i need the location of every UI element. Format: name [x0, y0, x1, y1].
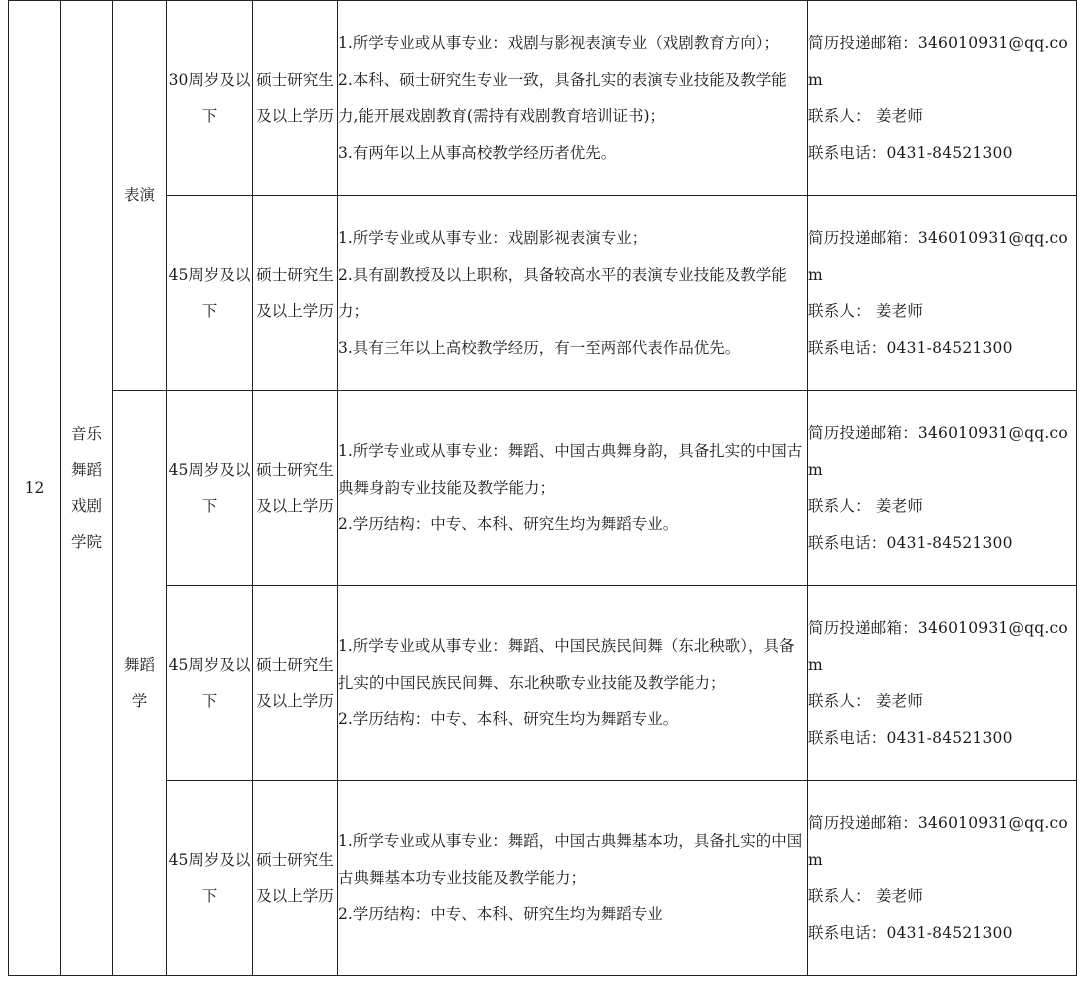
contact-email: 简历投递邮箱：346010931@qq.com — [808, 229, 1068, 284]
contact-phone: 联系电话：0431-84521300 — [808, 728, 1013, 747]
education-cell — [253, 391, 338, 586]
requirement-item: 1.所学专业或从事专业：舞蹈、中国民族民间舞（东北秧歌），具备扎实的中国民族民间舞、东北秧歌专业技能及教学能力； — [338, 637, 795, 692]
recruitment-table — [8, 0, 1077, 976]
contact-phone: 联系电话：0431-84521300 — [808, 533, 1013, 552]
contact-email: 简历投递邮箱：346010931@qq.com — [808, 814, 1068, 869]
age-cell — [167, 391, 253, 586]
table-row — [9, 781, 1077, 976]
contact-person: 联系人： 姜老师 — [808, 302, 924, 320]
contact-email: 简历投递邮箱：346010931@qq.com — [808, 619, 1068, 674]
major-cell-acting — [113, 1, 167, 391]
table-row — [9, 586, 1077, 781]
requirement-item: 3.具有三年以上高校教学经历，有一至两部代表作品优先。 — [338, 338, 741, 357]
age-cell — [167, 196, 253, 391]
education-cell — [253, 1, 338, 196]
row-index: 12 — [24, 478, 45, 497]
education-requirement: 硕士研究生及以上学历 — [256, 265, 334, 320]
age-cell — [167, 1, 253, 196]
major-name: 表演 — [123, 186, 155, 205]
major-name: 舞蹈学 — [123, 655, 155, 710]
contact-person: 联系人： 姜老师 — [808, 887, 924, 905]
contact-person: 联系人： 姜老师 — [808, 107, 924, 125]
contact-cell — [808, 391, 1077, 586]
index-cell — [9, 1, 61, 976]
age-requirement: 45周岁及以下 — [168, 265, 251, 320]
contact-email: 简历投递邮箱：346010931@qq.com — [808, 34, 1068, 89]
contact-phone: 联系电话：0431-84521300 — [808, 143, 1013, 162]
table-row — [9, 391, 1077, 586]
education-requirement: 硕士研究生及以上学历 — [256, 70, 334, 125]
education-cell — [253, 586, 338, 781]
education-cell — [253, 196, 338, 391]
table-row — [9, 196, 1077, 391]
contact-cell — [808, 196, 1077, 391]
requirement-item: 1.所学专业或从事专业：戏剧与影视表演专业（戏剧教育方向）； — [338, 34, 780, 52]
contact-cell — [808, 586, 1077, 781]
requirement-item: 2.学历结构：中专、本科、研究生均为舞蹈专业 — [338, 905, 663, 924]
requirements-cell — [338, 586, 808, 781]
requirement-item: 3.有两年以上从事高校教学经历者优先。 — [338, 143, 617, 162]
age-requirement: 30周岁及以下 — [168, 70, 251, 125]
requirement-item: 1.所学专业或从事专业：戏剧影视表演专业； — [338, 229, 648, 247]
age-requirement: 45周岁及以下 — [168, 460, 251, 515]
contact-phone: 联系电话：0431-84521300 — [808, 338, 1013, 357]
education-requirement: 硕士研究生及以上学历 — [256, 460, 334, 515]
requirements-cell — [338, 196, 808, 391]
requirements-cell — [338, 781, 808, 976]
education-requirement: 硕士研究生及以上学历 — [256, 655, 334, 710]
contact-email: 简历投递邮箱：346010931@qq.com — [808, 424, 1068, 479]
requirements-cell — [338, 391, 808, 586]
college-name: 音乐舞蹈戏剧学院 — [70, 424, 102, 551]
major-cell-dance — [113, 391, 167, 976]
education-cell — [253, 781, 338, 976]
table-row — [9, 1, 1077, 196]
contact-cell — [808, 781, 1077, 976]
contact-person: 联系人： 姜老师 — [808, 497, 924, 515]
contact-person: 联系人： 姜老师 — [808, 692, 924, 710]
age-requirement: 45周岁及以下 — [168, 655, 251, 710]
education-requirement: 硕士研究生及以上学历 — [256, 850, 334, 905]
requirement-item: 2.具有副教授及以上职称，具备较高水平的表演专业技能及教学能力； — [338, 265, 787, 320]
contact-phone: 联系电话：0431-84521300 — [808, 923, 1013, 942]
requirement-item: 1.所学专业或从事专业：舞蹈、中国古典舞身韵，具备扎实的中国古典舞身韵专业技能及教学能力； — [338, 442, 803, 497]
age-cell — [167, 586, 253, 781]
contact-cell — [808, 1, 1077, 196]
requirement-item: 2.学历结构：中专、本科、研究生均为舞蹈专业。 — [338, 710, 679, 729]
requirement-item: 2.学历结构：中专、本科、研究生均为舞蹈专业。 — [338, 515, 679, 534]
requirement-item: 1.所学专业或从事专业：舞蹈，中国古典舞基本功，具备扎实的中国古典舞基本功专业技能及教学能力； — [338, 832, 803, 887]
age-cell — [167, 781, 253, 976]
age-requirement: 45周岁及以下 — [168, 850, 251, 905]
requirements-cell — [338, 1, 808, 196]
requirement-item: 2.本科、硕士研究生专业一致，具备扎实的表演专业技能及教学能力,能开展戏剧教育(需持有戏剧教育培训证书)； — [338, 70, 787, 125]
college-cell — [61, 1, 113, 976]
